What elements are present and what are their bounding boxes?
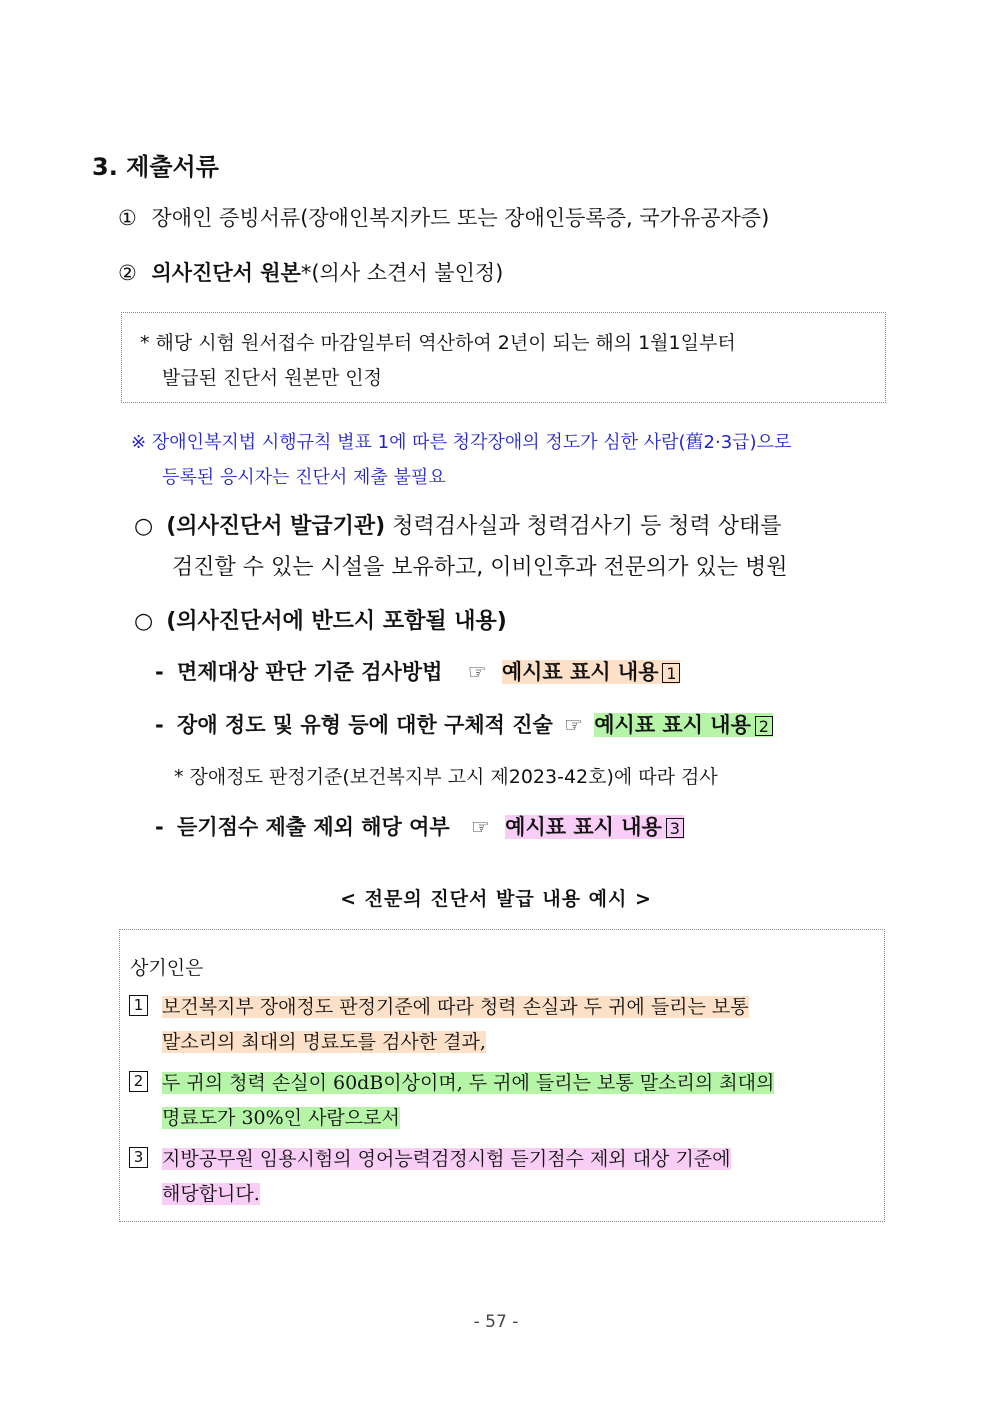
bullet-1-text: 청력검사실과 청력검사기 등 청력 상태를 (385, 514, 782, 539)
example-caption: < 전문의 진단서 발급 내용 예시 > (340, 888, 652, 910)
pointing-hand-icon: ☞ (467, 660, 487, 684)
item-2-text: *(의사 소견서 불인정) (300, 261, 504, 285)
example-intro: 상기인은 (130, 957, 204, 979)
example-item-3-number-box: 3 (129, 1147, 148, 1168)
example-item-1-line-2-text: 말소리의 최대의 명료도를 검사한 결과, (162, 1031, 486, 1053)
example-item-3-line-2 (162, 1179, 260, 1206)
subitem-1-number-box: 1 (662, 663, 680, 683)
example-box (119, 929, 885, 1222)
subitem-2-dash: - (155, 713, 164, 737)
example-item-2-number-box: 2 (129, 1071, 148, 1092)
example-item-2-line-2 (162, 1103, 400, 1130)
subitem-1-dash: - (155, 660, 164, 684)
example-item-3-line-2-text: 해당합니다. (162, 1183, 260, 1205)
page-number: - 57 - (473, 1312, 519, 1332)
bullet-1-mark: ○ (134, 514, 154, 539)
bullet-2-mark: ○ (134, 609, 154, 634)
example-item-1-line-1-text: 보건복지부 장애정도 판정기준에 따라 청력 손실과 두 귀에 들리는 보통 (162, 996, 749, 1018)
bullet-2-bold-text: (의사진단서에 반드시 포함될 내용) (166, 609, 507, 634)
section-heading: 3. 제출서류 (92, 153, 219, 181)
item-1 (118, 202, 769, 232)
note-line-2: 발급된 진단서 원본만 인정 (162, 367, 383, 389)
subitem-2-label (594, 713, 773, 737)
example-item-2-line-1 (162, 1068, 774, 1095)
example-item-2-line-1-text: 두 귀의 청력 손실이 60dB이상이며, 두 귀에 들리는 보통 말소리의 최대의 (162, 1072, 775, 1094)
subitem-1-text: 면제대상 판단 기준 검사방법 (177, 660, 443, 684)
example-item-3-line-1 (162, 1144, 731, 1171)
note-box (121, 312, 886, 403)
item-1-text: 장애인 증빙서류(장애인복지카드 또는 장애인등록증, 국가유공자증) (151, 206, 770, 230)
subitem-3-text: 듣기점수 제출 제외 해당 여부 (177, 815, 450, 839)
example-item-1-line-2 (162, 1027, 486, 1054)
bullet-1 (134, 509, 782, 540)
item-1-number: ① (118, 206, 137, 230)
subitem-3-number-box: 3 (666, 818, 684, 838)
subitem-2-label-text: 예시표 표시 내용 (594, 713, 751, 737)
example-item-3-line-1-text: 지방공무원 임용시험의 영어능력검정시험 듣기점수 제외 대상 기준에 (162, 1148, 731, 1170)
example-item-2-line-2-text: 명료도가 30%인 사람으로서 (162, 1107, 400, 1129)
subitem-3-label (505, 815, 684, 839)
example-item-1-number-box: 1 (129, 995, 148, 1016)
subnote: * 장애정도 판정기준(보건복지부 고시 제2023-42호)에 따라 검사 (174, 766, 718, 788)
subitem-3-dash: - (155, 815, 164, 839)
pointing-hand-icon: ☞ (471, 815, 490, 839)
subitem-2-text: 장애 정도 및 유형 등에 대한 구체적 진술 (177, 713, 553, 737)
remark-line-2: 등록된 응시자는 진단서 제출 불필요 (162, 467, 446, 488)
bullet-1-bold-text: (의사진단서 발급기관) (166, 514, 386, 539)
example-item-1-line-1 (162, 992, 749, 1019)
subitem-3-label-text: 예시표 표시 내용 (505, 815, 662, 839)
item-2 (118, 257, 503, 287)
subitem-1-label (502, 660, 681, 684)
pointing-hand-icon: ☞ (564, 713, 583, 737)
remark-line-1: ※ 장애인복지법 시행규칙 별표 1에 따른 청각장애의 정도가 심한 사람(舊2·3급)으로 (131, 432, 792, 453)
subitem-3 (155, 811, 684, 841)
item-2-number: ② (118, 261, 137, 285)
note-line-1: * 해당 시험 원서접수 마감일부터 역산하여 2년이 되는 해의 1월1일부터 (140, 332, 736, 354)
subitem-2 (155, 709, 773, 739)
item-2-bold-text: 의사진단서 원본 (151, 261, 301, 285)
subitem-1 (155, 656, 680, 686)
bullet-1-line-2: 검진할 수 있는 시설을 보유하고, 이비인후과 전문의가 있는 병원 (172, 555, 788, 580)
subitem-2-number-box: 2 (755, 716, 773, 736)
subitem-1-label-text: 예시표 표시 내용 (501, 660, 659, 684)
bullet-2 (134, 604, 507, 635)
